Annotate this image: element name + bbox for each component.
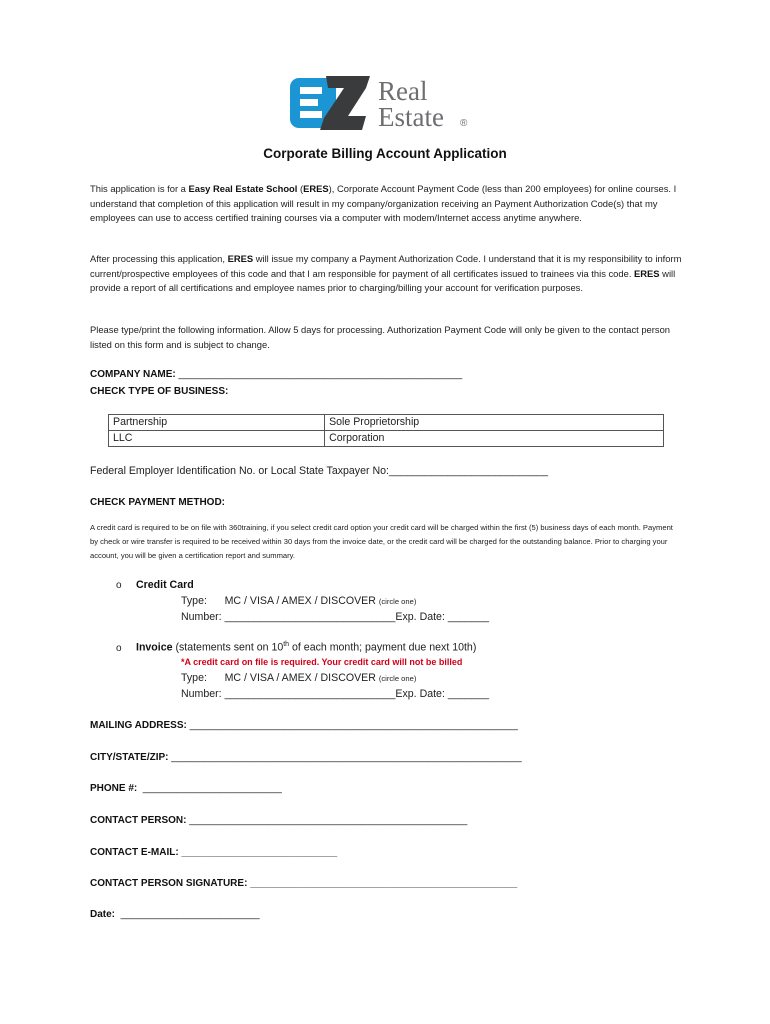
table-row	[109, 431, 664, 447]
date-blank[interactable]: _________________________	[120, 909, 260, 920]
intro-text: This application is for a	[90, 183, 189, 194]
option-corporation[interactable]: Corporation	[325, 431, 664, 447]
fein-field[interactable]	[90, 465, 548, 477]
payment-method-label: CHECK PAYMENT METHOD:	[90, 497, 226, 508]
fein-label: Federal Employer Identification No. or Local State Taxpayer No:	[90, 465, 389, 477]
city-state-zip-field[interactable]	[90, 752, 522, 763]
city-state-zip-label: CITY/STATE/ZIP:	[90, 752, 172, 763]
mailing-address-field[interactable]	[90, 720, 518, 731]
eres-abbr: ERES	[227, 253, 254, 264]
invoice-card-number[interactable]: Number: _____________________________Exp. Date: _______	[181, 688, 490, 700]
logo-word-estate: Estate	[378, 102, 444, 132]
invoice-bullet[interactable]: o	[116, 643, 122, 654]
option-sole-proprietorship[interactable]: Sole Proprietorship	[325, 415, 664, 431]
option-llc[interactable]: LLC	[109, 431, 325, 447]
circle-one-note: (circle one)	[378, 597, 417, 606]
table-row	[109, 415, 664, 431]
ez-logo-mark	[290, 76, 372, 132]
mailing-address-label: MAILING ADDRESS:	[90, 720, 190, 731]
intro-text: ), Corporate Account Payment Code (less than 200 employees) for online courses. I understand that completion of this application will result in my company/organization receiving an Payment Authorization Code(s) that my employees can use to access certified training courses via a computer with modem/Internet access anytime anywhere.	[90, 183, 677, 224]
invoice-title: Invoice	[136, 641, 173, 654]
phone-field[interactable]	[90, 783, 282, 794]
company-name-label: COMPANY NAME:	[90, 369, 179, 380]
page-title: Corporate Billing Account Application	[263, 146, 507, 161]
type-label: Type:	[181, 672, 225, 684]
contact-email-label: CONTACT E-MAIL:	[90, 847, 182, 858]
contact-email-blank[interactable]: ____________________________	[181, 847, 338, 858]
invoice-warning: *A credit card on file is required. Your credit card will not be billed	[181, 657, 463, 667]
intro-text: (	[297, 183, 304, 194]
school-name: Easy Real Estate School	[188, 183, 298, 194]
registered-mark: ®	[460, 118, 468, 129]
intro-text: After processing this application,	[90, 253, 228, 264]
circle-one-note: (circle one)	[378, 674, 417, 683]
ez-real-estate-logo	[290, 76, 480, 134]
intro-text: will issue my company a Payment Authorization Code. I understand that it is my responsibility to inform current/prospective employees of this code and that I am responsible for payment of all certificates issued to trainees via this code.	[90, 253, 682, 279]
signature-label: CONTACT PERSON SIGNATURE:	[90, 878, 251, 889]
business-type-label: CHECK TYPE OF BUSINESS:	[90, 386, 229, 397]
intro-paragraph-2	[90, 252, 682, 296]
credit-card-type	[181, 595, 416, 607]
invoice-option[interactable]	[136, 641, 476, 654]
card-types[interactable]: MC / VISA / AMEX / DISCOVER	[224, 595, 379, 607]
credit-card-title: Credit Card	[136, 579, 194, 591]
contact-person-label: CONTACT PERSON:	[90, 815, 190, 826]
logo-word-real: Real	[378, 76, 428, 106]
phone-label: PHONE #:	[90, 783, 143, 794]
mailing-address-blank[interactable]: ___________________________________________________________	[189, 720, 518, 731]
payment-note: A credit card is required to be on file with 360training, if you select credit card option your credit card will be charged within the first (5) business days of each month. Payment by check or wire transfer is required to be received within 30 days from the invoice date, or the credit card will be charged for the outstanding balance. Prior to charging your account, you will be given a certification report and summary.	[90, 523, 673, 560]
invoice-card-type	[181, 672, 416, 684]
credit-card-number[interactable]: Number: _____________________________Exp. Date: _______	[181, 611, 490, 623]
intro-paragraph-3: Please type/print the following information. Allow 5 days for processing. Authorization Payment Code will only be given to the contact person listed on this form and is subject to change.	[90, 324, 671, 350]
card-types[interactable]: MC / VISA / AMEX / DISCOVER	[224, 672, 379, 684]
invoice-sup: th	[283, 641, 290, 648]
credit-card-option[interactable]	[136, 579, 194, 591]
option-partnership[interactable]: Partnership	[109, 415, 325, 431]
city-state-zip-blank[interactable]: _______________________________________________________________	[171, 752, 522, 763]
eres-abbr: ERES	[303, 183, 329, 194]
company-name-blank[interactable]: ___________________________________________________	[178, 369, 463, 380]
intro-paragraph-1	[90, 182, 682, 226]
type-label: Type:	[181, 595, 225, 607]
business-type-table	[108, 414, 664, 447]
signature-blank[interactable]: ________________________________________________	[250, 878, 518, 889]
phone-blank[interactable]: _________________________	[142, 783, 282, 794]
fein-blank[interactable]: ___________________________	[388, 465, 549, 477]
credit-card-bullet[interactable]: o	[116, 580, 122, 591]
date-label: Date:	[90, 909, 121, 920]
invoice-text: of each month; payment due next 10th)	[289, 641, 477, 654]
intro-text: will provide a report of all certifications and employee names prior to charging/billing your account for verification purposes.	[90, 267, 676, 294]
invoice-text: (statements sent on 10	[172, 641, 284, 654]
contact-person-blank[interactable]: __________________________________________________	[189, 815, 468, 826]
contact-person-field[interactable]	[90, 815, 467, 826]
signature-field[interactable]	[90, 878, 517, 889]
contact-email-field[interactable]	[90, 847, 337, 858]
eres-abbr: ERES	[634, 267, 660, 279]
company-name-field[interactable]	[90, 369, 462, 380]
date-field[interactable]	[90, 909, 260, 920]
